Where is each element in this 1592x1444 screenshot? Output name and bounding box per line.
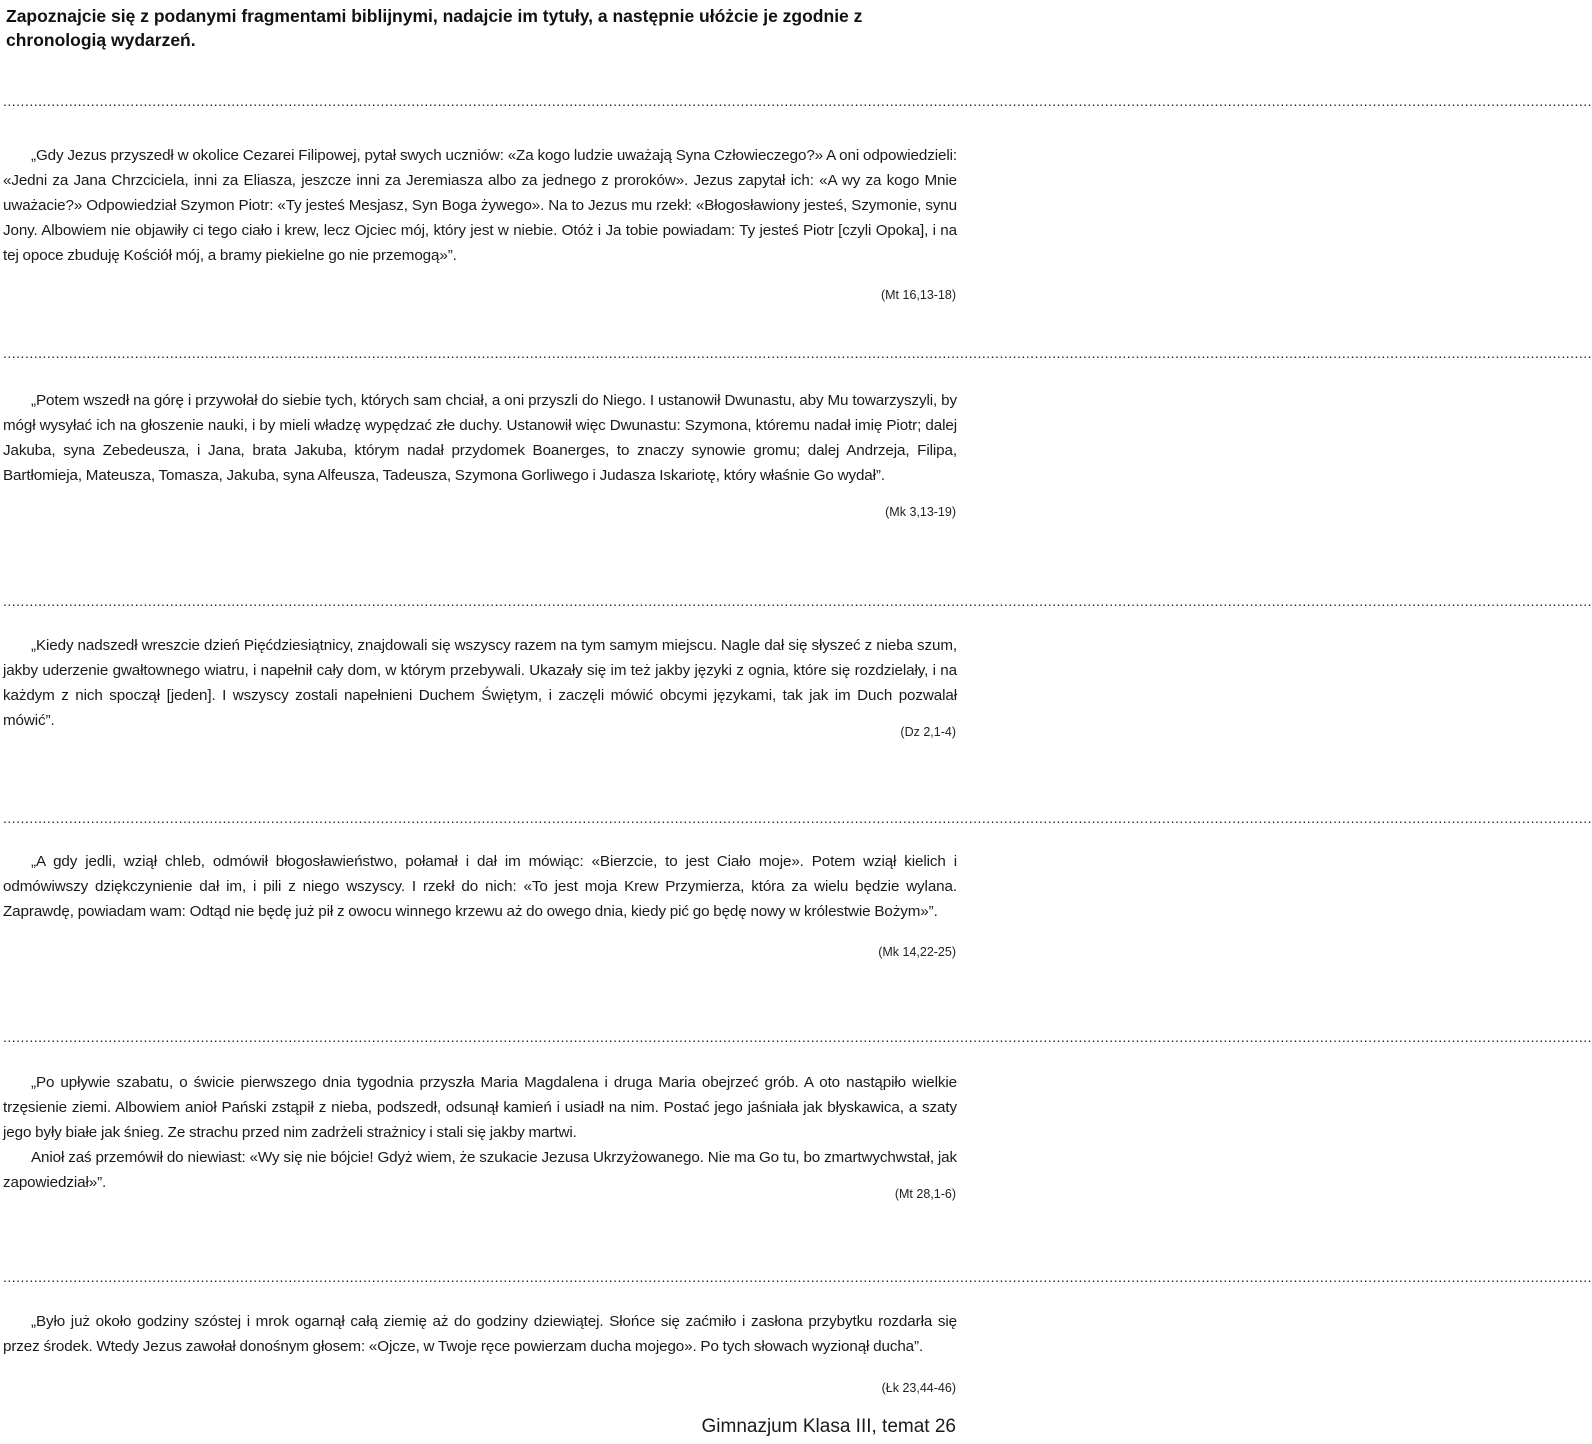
fragment-reference-1: (Mt 16,13-18): [880, 288, 956, 302]
fragment-text-continued: Anioł zaś przemówił do niewiast: «Wy się nie bójcie! Gdyż wiem, że szukacie Jezusa Ukrzyżowanego. Nie ma Go tu, bo zmartwychwstał, jak zapowiedział»”.: [3, 1149, 957, 1191]
bible-fragment-1: [3, 143, 957, 268]
title-blank-line-1[interactable]: ..........................................................................................................................................................................................................................................................................................................................................................................: [3, 93, 1592, 109]
bible-fragment-2: [3, 388, 957, 488]
title-blank-line-6[interactable]: ..........................................................................................................................................................................................................................................................................................................................................................................: [3, 1269, 1592, 1285]
title-blank-line-3[interactable]: ..........................................................................................................................................................................................................................................................................................................................................................................: [3, 593, 1592, 609]
fragment-reference-4: (Mk 14,22-25): [878, 945, 956, 959]
fragment-reference-6: (Łk 23,44-46): [881, 1381, 956, 1395]
fragment-reference-2: (Mk 3,13-19): [885, 505, 956, 519]
bible-fragment-6: [3, 1309, 957, 1359]
fragment-text: „Po upływie szabatu, o świcie pierwszego dnia tygodnia przyszła Maria Magdalena i druga Maria obejrzeć grób. A oto nastąpiło wielkie trzęsienie ziemi. Albowiem anioł Pański zstąpił z nieba, podszedł, odsunął kamień i usiadł na nim. Postać jego jaśniała jak błyskawica, a szaty jego były białe jak śnieg. Ze strachu przed nim zadrżeli strażnicy i stali się jakby martwi.: [3, 1074, 957, 1141]
fragment-reference-5: (Mt 28,1-6): [894, 1187, 956, 1201]
task-instruction: Zapoznajcie się z podanymi fragmentami biblijnymi, nadajcie im tytuły, a następnie ułóżcie je zgodnie z chronologią wydarzeń.: [6, 6, 863, 50]
fragment-text: „Potem wszedł na górę i przywołał do siebie tych, których sam chciał, a oni przyszli do Niego. I ustanowił Dwunastu, aby Mu towarzyszyli, by mógł wysyłać ich na głoszenie nauki, i by mieli władzę wypędzać złe duchy. Ustanowił więc Dwunastu: Szymona, któremu nadał imię Piotr; dalej Jakuba, syna Zebedeusza, i Jana, brata Jakuba, którym nadał przydomek Boanerges, to znaczy synowie gromu; dalej Andrzeja, Filipa, Bartłomieja, Mateusza, Tomasza, Jakuba, syna Alfeusza, Tadeusza, Szymona Gorliwego i Judasza Iskariotę, który właśnie Go wydał”.: [3, 392, 957, 484]
fragment-text: „Gdy Jezus przyszedł w okolice Cezarei Filipowej, pytał swych uczniów: «Za kogo ludzie uważają Syna Człowieczego?» A oni odpowiedzieli: «Jedni za Jana Chrzciciela, inni za Eliasza, jeszcze inni za Jeremiasza albo za jednego z proroków». Jezus zapytał ich: «A wy za kogo Mnie uważacie?» Odpowiedział Szymon Piotr: «Ty jesteś Mesjasz, Syn Boga żywego». Na to Jezus mu rzekł: «Błogosławiony jesteś, Szymonie, synu Jony. Albowiem nie objawiły ci tego ciało i krew, lecz Ojciec mój, który jest w niebie. Otóż i Ja tobie powiadam: Ty jesteś Piotr [czyli Opoka], i na tej opoce zbuduję Kościół mój, a bramy piekielne go nie przemogą»”.: [3, 147, 957, 264]
title-blank-line-2[interactable]: ..........................................................................................................................................................................................................................................................................................................................................................................: [3, 345, 1592, 361]
fragment-text: „A gdy jedli, wziął chleb, odmówił błogosławieństwo, połamał i dał im mówiąc: «Bierzcie, to jest Ciało moje». Potem wziął kielich i odmówiwszy dziękczynienie dał im, i pili z niego wszyscy. I rzekł do nich: «To jest moja Krew Przymierza, która za wielu będzie wylana. Zaprawdę, powiadam wam: Odtąd nie będę już pił z owocu winnego krzewu aż do owego dnia, kiedy pić go będę nowy w królestwie Bożym»”.: [3, 853, 957, 920]
fragment-text: „Było już około godziny szóstej i mrok ogarnął całą ziemię aż do godziny dziewiątej. Słońce się zaćmiło i zasłona przybytku rozdarła się przez środek. Wtedy Jezus zawołał donośnym głosem: «Ojcze, w Twoje ręce powierzam ducha mojego». Po tych słowach wyzionął ducha”.: [3, 1313, 957, 1355]
bible-fragment-3: [3, 633, 957, 733]
title-blank-line-4[interactable]: ..........................................................................................................................................................................................................................................................................................................................................................................: [3, 810, 1592, 826]
fragment-text: „Kiedy nadszedł wreszcie dzień Pięćdziesiątnicy, znajdowali się wszyscy razem na tym samym miejscu. Nagle dał się słyszeć z nieba szum, jakby uderzenie gwałtownego wiatru, i napełnił cały dom, w którym przebywali. Ukazały się im też jakby języki z ognia, które się rozdzielały, i na każdym z nich spoczął [jeden]. I wszyscy zostali napełnieni Duchem Świętym, i zaczęli mówić obcymi językami, tak jak im Duch pozwalał mówić”.: [3, 637, 957, 729]
fragment-reference-3: (Dz 2,1-4): [900, 725, 956, 739]
page-footer: Gimnazjum Klasa III, temat 26: [701, 1416, 956, 1437]
bible-fragment-4: [3, 849, 957, 924]
bible-fragment-5: [3, 1070, 957, 1195]
title-blank-line-5[interactable]: ..........................................................................................................................................................................................................................................................................................................................................................................: [3, 1029, 1592, 1045]
